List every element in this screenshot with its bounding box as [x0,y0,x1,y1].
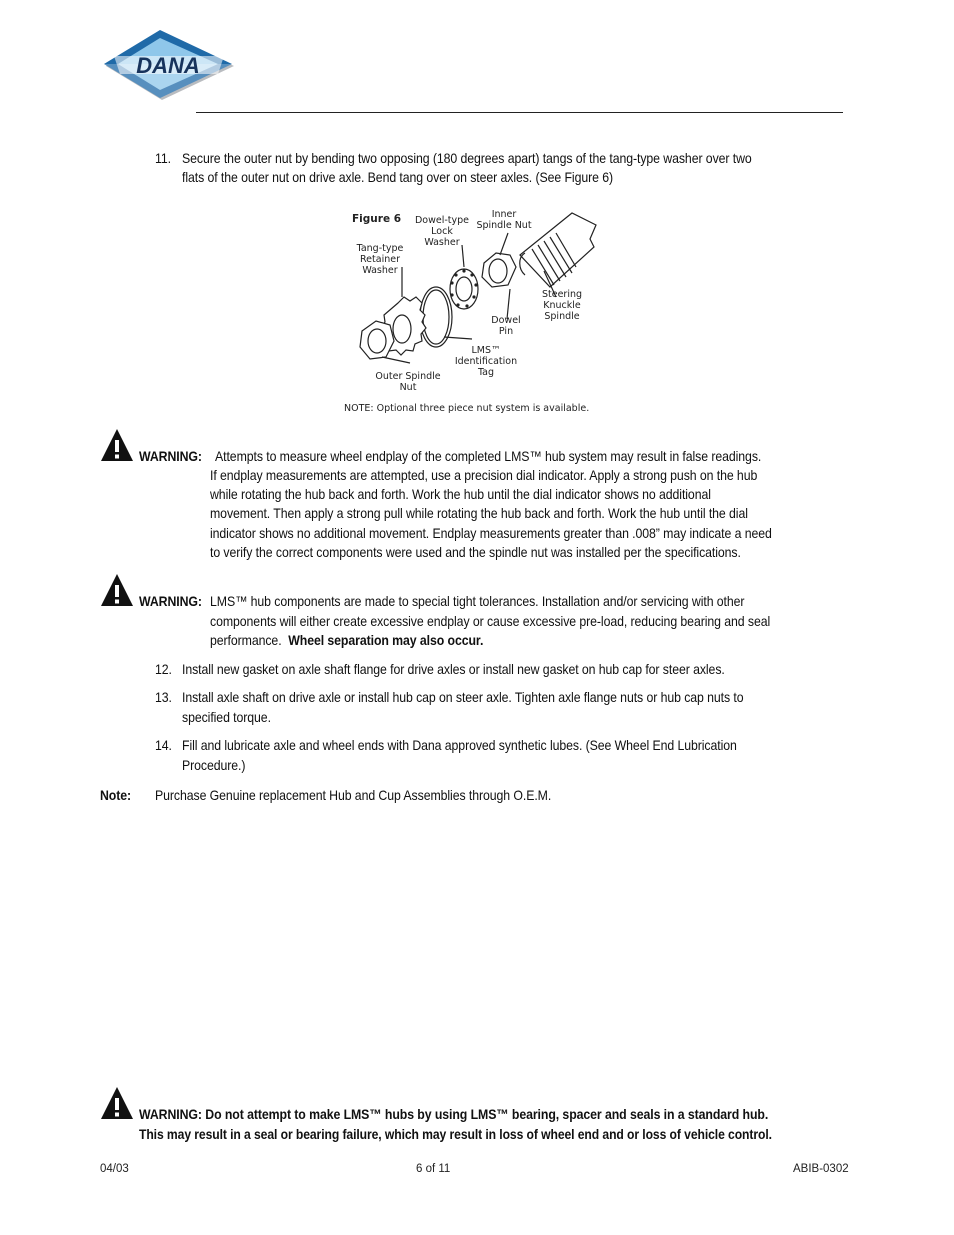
step-12-line-1: Install new gasket on axle shaft flange for drive axles or install new gasket on hub cap for steer axles. [182,661,725,677]
step-14-line-1: Fill and lubricate axle and wheel ends with Dana approved synthetic lubes. (See Wheel End Lubrication [182,737,737,753]
figure-title: Figure 6 [352,213,402,225]
label-tang-washer: Tang-type Retainer Washer [356,243,404,276]
warning-2-line: components will either create excessive endplay or cause excessive pre-load, reducing bearing and seal [210,613,771,629]
footer-page-number: 6 of 11 [416,1163,451,1175]
warning-2-last-line [210,631,483,651]
logo-text: DANA [136,53,200,78]
warning-3-line-2: This may result in a seal or bearing failure, which may result in loss of wheel end and or loss of vehicle control. [139,1126,772,1142]
label-outer-nut: Outer Spindle Nut [375,371,441,393]
warning-icon [100,573,134,607]
step-12-number: 12. [155,661,172,677]
step-13-line-1: Install axle shaft on drive axle or install hub cap on steer axle. Tighten axle flange nuts or hub cap nuts to [182,689,744,705]
step-14-number: 14. [155,737,172,753]
warning-1-line: indicator shows no additional movement. Endplay measurements greater than .008” may indicate a need [210,525,772,541]
warning-1-line: while rotating the hub back and forth. Work the hub until the dial indicator shows no additional [210,486,711,502]
warning-1-label: WARNING: [139,448,202,464]
footer-doc-id: ABIB-0302 [793,1163,849,1175]
dana-logo [100,28,240,104]
warning-2-label: WARNING: [139,593,202,609]
warning-icon [100,428,134,462]
label-dowel-pin: Dowel Pin [491,315,521,337]
step-14-line-2: Procedure.) [182,757,246,773]
step-11-line-2: flats of the outer nut on drive axle. Bend tang over on steer axles. (See Figure 6) [182,169,613,185]
step-11-line-1: Secure the outer nut by bending two opposing (180 degrees apart) tangs of the tang-type washer over two [182,150,752,166]
note-text: Purchase Genuine replacement Hub and Cup Assemblies through O.E.M. [155,787,552,803]
warning-3-line-1: WARNING: Do not attempt to make LMS™ hubs by using LMS™ bearing, spacer and seals in a standard hub. [139,1106,769,1122]
warning-icon [100,1086,134,1120]
step-11-number: 11. [155,150,171,166]
warning-2-first-line: LMS™ hub components are made to special tight tolerances. Installation and/or servicing with other [210,593,745,609]
figure-note: NOTE: Optional three piece nut system is available. [344,403,590,414]
label-spindle: Steering Knuckle Spindle [541,289,583,322]
note-label: Note: [100,787,132,803]
warning-1-line: If endplay measurements are attempted, use a precision dial indicator. Apply a strong push on the hub [210,467,758,483]
warning-2-last-bold: Wheel separation may also occur. [288,632,484,648]
warning-1-line: movement. Then apply a strong pull while rotating the hub back and forth. Work the hub until the dial [210,505,748,521]
warning-1-first-line: Attempts to measure wheel endplay of the completed LMS™ hub system may result in false readings. [215,448,762,464]
label-lms-tag: LMS™ Identification Tag [454,345,518,378]
label-inner-nut: Inner Spindle Nut [476,209,532,231]
figure-6 [340,205,610,420]
step-13-line-2: specified torque. [182,709,271,725]
label-dowel-washer: Dowel-type Lock Washer [414,215,470,248]
warning-2-last-plain: performance. [210,632,282,648]
footer-date: 04/03 [100,1163,129,1175]
header-rule [196,112,843,113]
step-13-number: 13. [155,689,172,705]
warning-1-line: to verify the correct components were used and the spindle nut was installed per the specifications. [210,544,741,560]
